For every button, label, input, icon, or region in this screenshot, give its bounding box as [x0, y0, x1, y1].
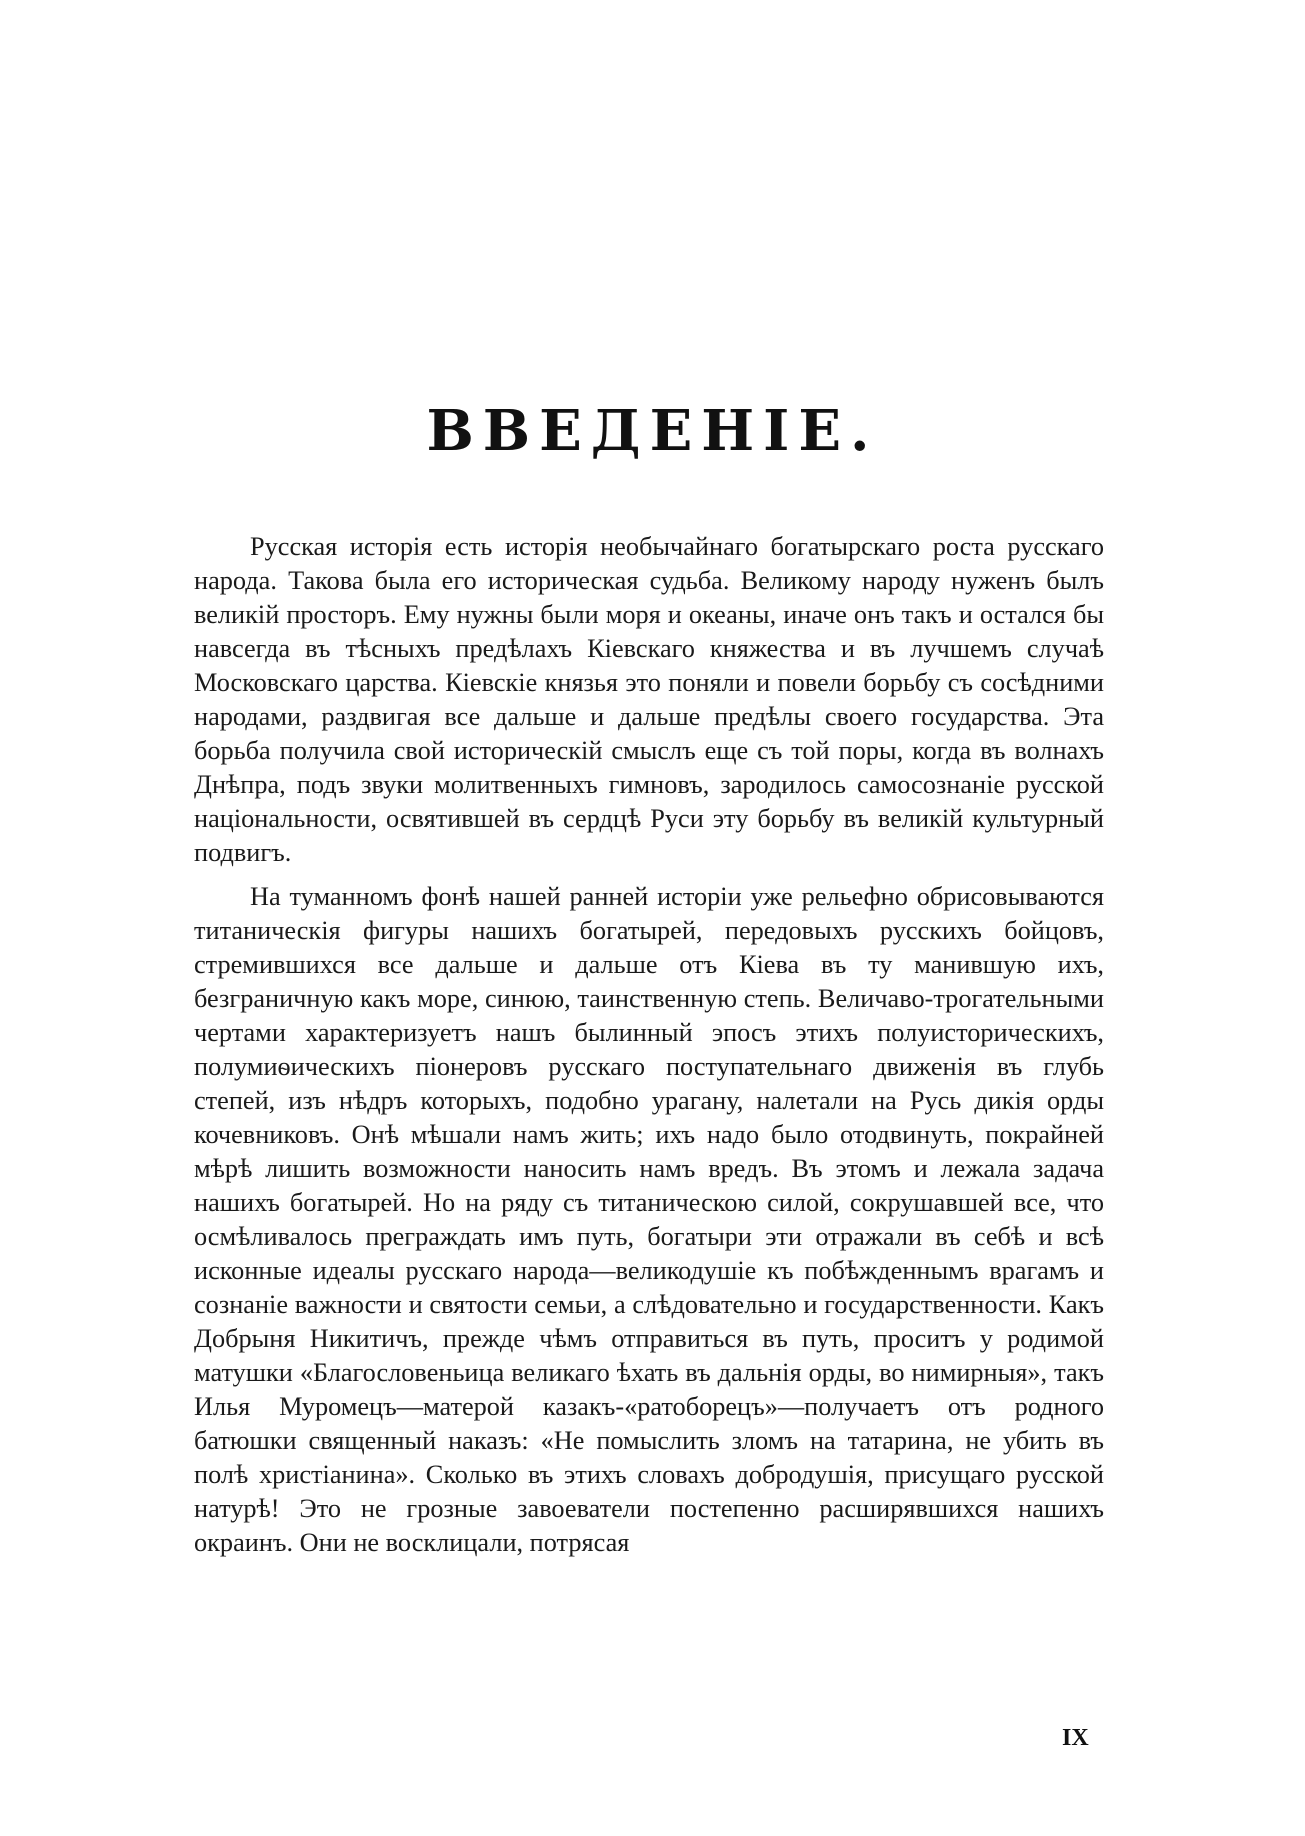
chapter-title: ВВЕДЕНIЕ.	[426, 398, 879, 464]
paragraph-2: На туманномъ фонѣ нашей ранней исторіи уже рельефно обрисовываются титаническія фигуры нашихъ богатырей, передовыхъ русскихъ бойцовъ, стремившихся все дальше и дальше отъ Кіева въ ту манившую ихъ, безграничную какъ море, синюю, таинственную степь. Величаво-трогательными чертами характеризуетъ нашъ былинный эпосъ этихъ полуисторическихъ, полумиѳическихъ піонеровъ русскаго поступательнаго движенія въ глубь степей, изъ нѣдръ которыхъ, подобно урагану, налетали на Русь дикія орды кочевниковъ. Онѣ мѣшали намъ жить; ихъ надо было отодвинуть, покрайней мѣрѣ лишить возможности наносить намъ вредъ. Въ этомъ и лежала задача нашихъ богатырей. Но на ряду съ титаническою силой, сокрушавшей все, что осмѣливалось преграждать имъ путь, богатыри эти отражали въ себѣ и всѣ исконные идеалы русскаго народа—великодушіе къ побѣжденнымъ врагамъ и сознаніе важности и святости семьи, а слѣдовательно и государственности. Какъ Добрыня Никитичъ, прежде чѣмъ отправиться въ путь, проситъ у родимой матушки «Благословеньица великаго ѣхать въ дальнія орды, во нимирныя», такъ Илья Муромецъ—матерой казакъ-«ратоборецъ»—получаетъ отъ родного батюшки священный наказъ: «Не помыслить зломъ на татарина, не убить въ полѣ христіанина». Сколько въ этихъ словахъ добродушія, присущаго русской натурѣ! Это не грозные завоеватели постепенно расширявшихся нашихъ окраинъ. Они не восклицали, потрясая	[194, 882, 1104, 1557]
paragraph-1: Русская исторія есть исторія необычайнаго богатырскаго роста русскаго народа. Такова была его историческая судьба. Великому народу нуженъ былъ великій просторъ. Ему нужны были моря и океаны, иначе онъ такъ и остался бы навсегда въ тѣсныхъ предѣлахъ Кіевскаго княжества и въ лучшемъ случаѣ Московскаго царства. Кіевскіе князья это поняли и повели борьбу съ сосѣдними народами, раздвигая все дальше и дальше предѣлы своего государства. Эта борьба получила свой историческій смыслъ еще съ той поры, когда въ волнахъ Днѣпра, подъ звуки молитвенныхъ гимновъ, зародилось самосознаніе русской національности, освятившей въ сердцѣ Руси эту борьбу въ великій культурный подвигъ.	[194, 532, 1104, 867]
page-number: IX	[1062, 1725, 1089, 1751]
body-text	[194, 530, 1104, 1570]
